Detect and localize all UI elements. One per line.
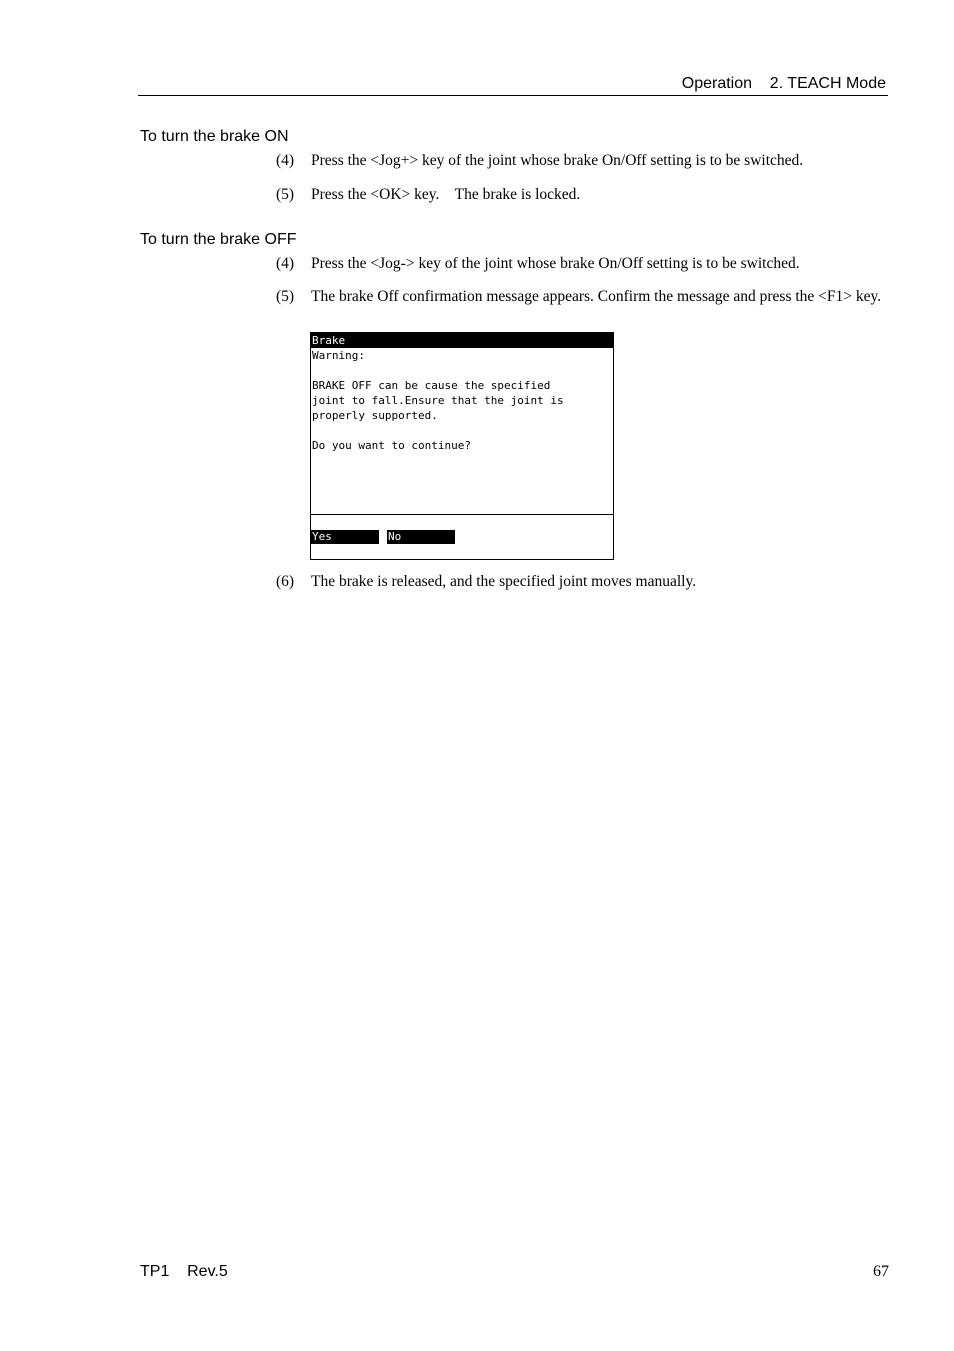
screen-line: Do you want to continue? xyxy=(312,439,471,452)
step-text: Press the <Jog-> key of the joint whose brake On/Off setting is to be switched. xyxy=(311,255,800,272)
brake-off-step-4 xyxy=(276,252,888,276)
page-number: 67 xyxy=(873,1263,889,1280)
brake-off-step-5 xyxy=(276,285,888,309)
brake-on-step-4 xyxy=(276,149,888,173)
step-number: (5) xyxy=(276,186,295,203)
brake-confirmation-screen xyxy=(310,332,614,560)
step-text: The brake is released, and the specified joint moves manually. xyxy=(311,573,697,590)
screen-line: joint to fall.Ensure that the joint is xyxy=(312,394,564,407)
page-header xyxy=(138,74,888,96)
footer-doc-id: TP1 Rev.5 xyxy=(140,1263,228,1280)
brake-on-heading: To turn the brake ON xyxy=(140,128,289,145)
screen-line xyxy=(311,423,613,438)
step-number: (5) xyxy=(276,288,295,305)
step-number: (4) xyxy=(276,152,295,169)
yes-button[interactable]: Yes xyxy=(311,530,379,544)
step-number: (4) xyxy=(276,255,295,272)
brake-on-step-5 xyxy=(276,183,888,207)
screen-line: properly supported. xyxy=(312,409,438,422)
screen-divider xyxy=(311,514,613,515)
step-number: (6) xyxy=(276,573,295,590)
brake-off-heading: To turn the brake OFF xyxy=(140,231,297,248)
header-title: Operation 2. TEACH Mode xyxy=(681,75,886,92)
no-button[interactable]: No xyxy=(387,530,455,544)
step-text: Press the <OK> key. The brake is locked. xyxy=(311,186,581,203)
step-text: The brake Off confirmation message appears. Confirm the message and press the <F1> key. xyxy=(311,288,882,305)
screen-line: BRAKE OFF can be cause the specified xyxy=(312,379,551,392)
brake-off-step-6 xyxy=(276,570,888,594)
screen-line xyxy=(311,363,613,378)
screen-title: Brake xyxy=(311,333,613,348)
step-text: Press the <Jog+> key of the joint whose brake On/Off setting is to be switched. xyxy=(311,152,804,169)
screen-line: Warning: xyxy=(312,349,365,362)
